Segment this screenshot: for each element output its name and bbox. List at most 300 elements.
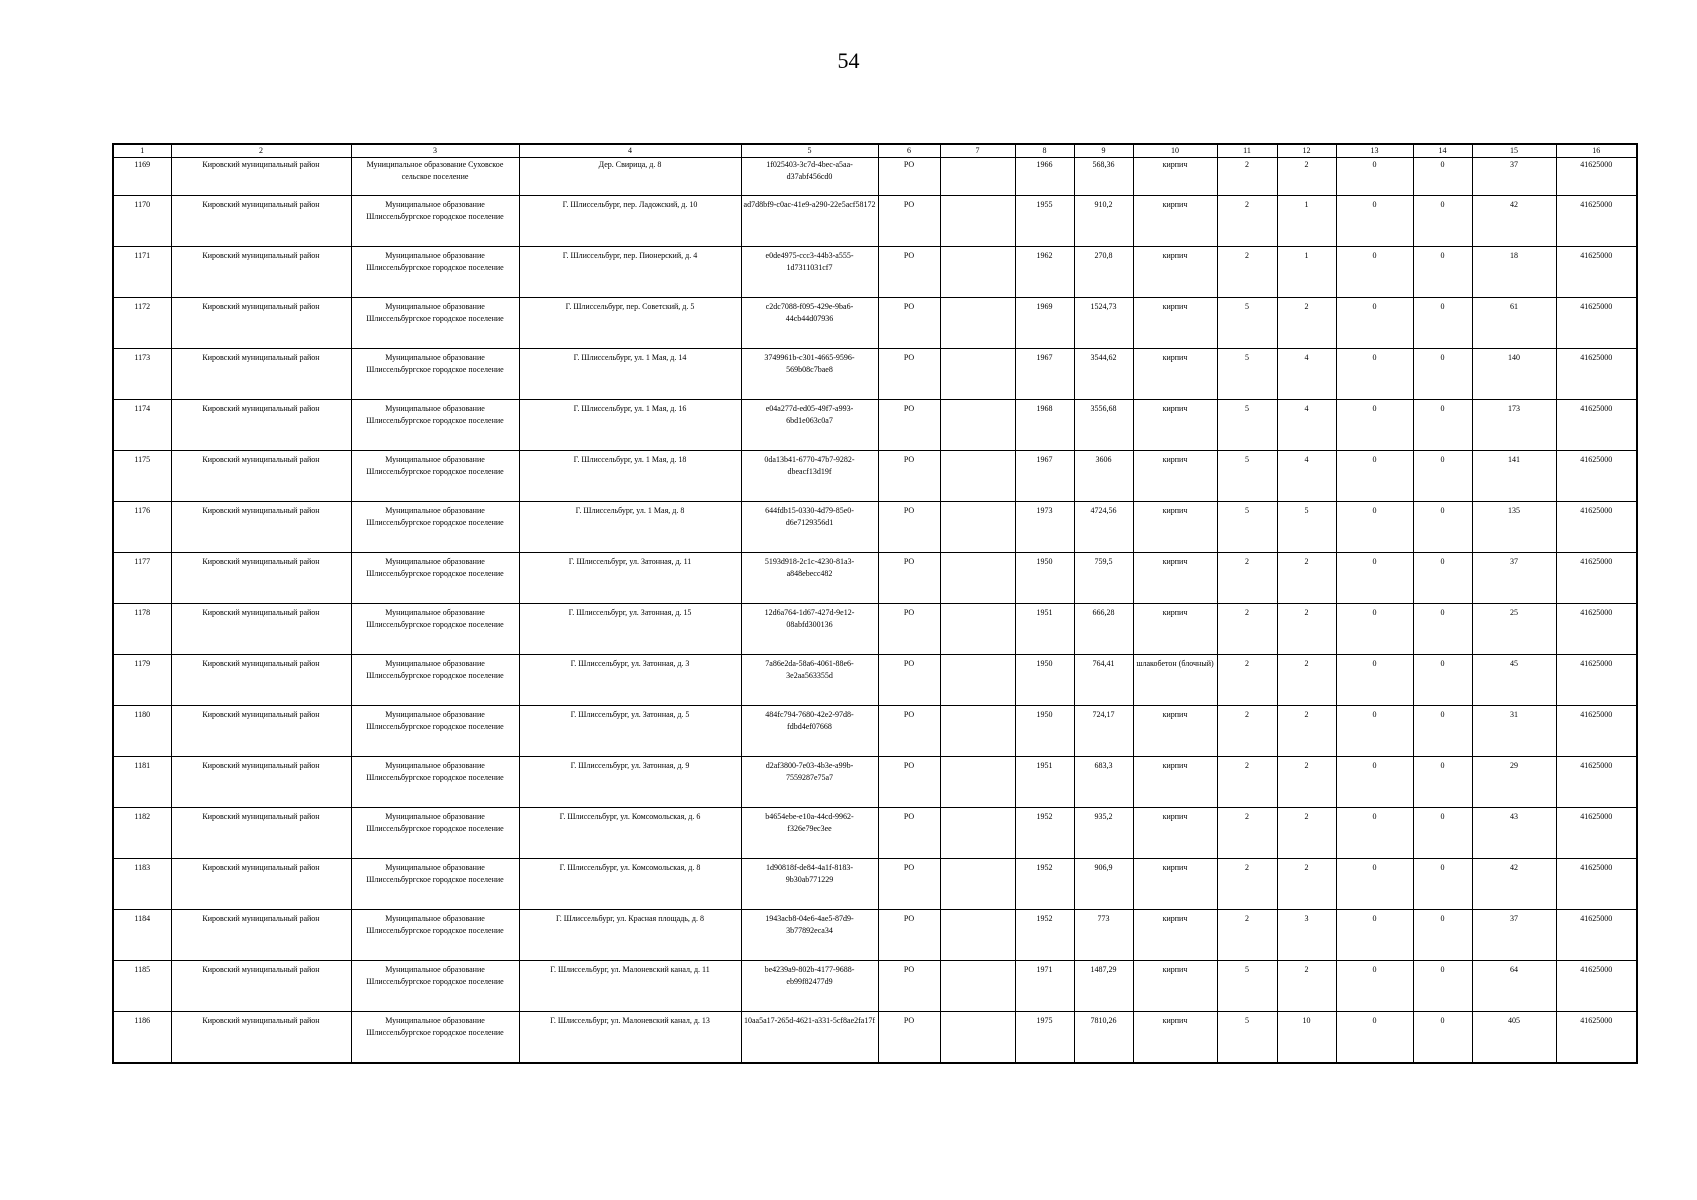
- table-cell: 64: [1472, 961, 1556, 1012]
- table-cell: кирпич: [1133, 196, 1217, 247]
- table-cell: 10: [1277, 1012, 1336, 1063]
- table-cell: 1969: [1015, 298, 1074, 349]
- table-cell: 1179: [113, 655, 171, 706]
- table-row: [113, 451, 1637, 502]
- table-cell: 1952: [1015, 910, 1074, 961]
- table-cell: Г. Шлиссельбург, ул. Затонная, д. 11: [519, 553, 741, 604]
- table-cell: Кировский муниципальный район: [171, 196, 351, 247]
- table-cell: 1966: [1015, 158, 1074, 196]
- table-cell: 41625000: [1556, 706, 1637, 757]
- table-cell: Дер. Свирица, д. 8: [519, 158, 741, 196]
- table-cell: кирпич: [1133, 757, 1217, 808]
- table-cell: Кировский муниципальный район: [171, 502, 351, 553]
- table-cell: [940, 808, 1015, 859]
- table-cell: 135: [1472, 502, 1556, 553]
- table-row: [113, 706, 1637, 757]
- table-cell: Г. Шлиссельбург, пер. Советский, д. 5: [519, 298, 741, 349]
- table-cell: РО: [878, 349, 940, 400]
- table-cell: кирпич: [1133, 961, 1217, 1012]
- table-cell: Кировский муниципальный район: [171, 655, 351, 706]
- table-cell: РО: [878, 1012, 940, 1063]
- table-cell: Муниципальное образование Шлиссельбургское городское поселение: [351, 655, 519, 706]
- table-cell: шлакобетон (блочный): [1133, 655, 1217, 706]
- table-cell: кирпич: [1133, 298, 1217, 349]
- table-cell: 41625000: [1556, 349, 1637, 400]
- table-cell: 1: [1277, 196, 1336, 247]
- table-cell: 1175: [113, 451, 171, 502]
- table-cell: Муниципальное образование Шлиссельбургское городское поселение: [351, 808, 519, 859]
- table-cell: 42: [1472, 196, 1556, 247]
- table-cell: Г. Шлиссельбург, пер. Пионерский, д. 4: [519, 247, 741, 298]
- table-cell: 1169: [113, 158, 171, 196]
- table-cell: 2: [1217, 859, 1277, 910]
- table-cell: 1943acb8-04e6-4ae5-87d9-3b77892eca34: [741, 910, 878, 961]
- table-cell: 2: [1277, 859, 1336, 910]
- column-header: 16: [1556, 144, 1637, 158]
- table-cell: 1971: [1015, 961, 1074, 1012]
- column-header: 14: [1413, 144, 1472, 158]
- table-row: [113, 1012, 1637, 1063]
- table-cell: 1950: [1015, 553, 1074, 604]
- column-header: 15: [1472, 144, 1556, 158]
- table-cell: Кировский муниципальный район: [171, 158, 351, 196]
- table-cell: РО: [878, 158, 940, 196]
- table-cell: Кировский муниципальный район: [171, 859, 351, 910]
- table-cell: 0: [1413, 1012, 1472, 1063]
- table-cell: Кировский муниципальный район: [171, 910, 351, 961]
- table-cell: 41625000: [1556, 247, 1637, 298]
- table-cell: e04a277d-ed05-49f7-a993-6bd1e063c0a7: [741, 400, 878, 451]
- table-cell: Г. Шлиссельбург, ул. Малоневский канал, д. 13: [519, 1012, 741, 1063]
- table-cell: be4239a9-802b-4177-9688-eb99f82477d9: [741, 961, 878, 1012]
- table-cell: Муниципальное образование Шлиссельбургское городское поселение: [351, 961, 519, 1012]
- table-cell: 1177: [113, 553, 171, 604]
- table-cell: 41625000: [1556, 298, 1637, 349]
- table-cell: 0: [1413, 196, 1472, 247]
- table-cell: [940, 655, 1015, 706]
- table-cell: Г. Шлиссельбург, ул. 1 Мая, д. 18: [519, 451, 741, 502]
- table-cell: 1952: [1015, 859, 1074, 910]
- table-cell: кирпич: [1133, 400, 1217, 451]
- table-cell: 4: [1277, 400, 1336, 451]
- table-cell: 1950: [1015, 655, 1074, 706]
- table-cell: 0: [1336, 910, 1413, 961]
- table-cell: [940, 349, 1015, 400]
- table-cell: 1951: [1015, 757, 1074, 808]
- table-cell: [940, 961, 1015, 1012]
- table-cell: 2: [1217, 808, 1277, 859]
- table-cell: 2: [1217, 553, 1277, 604]
- table-cell: Кировский муниципальный район: [171, 247, 351, 298]
- table-cell: 1170: [113, 196, 171, 247]
- housing-registry-table: [112, 143, 1638, 1064]
- table-cell: [940, 859, 1015, 910]
- table-cell: 0: [1336, 604, 1413, 655]
- table-cell: 25: [1472, 604, 1556, 655]
- table-cell: [940, 910, 1015, 961]
- column-header: 4: [519, 144, 741, 158]
- table-cell: РО: [878, 961, 940, 1012]
- table-cell: Г. Шлиссельбург, ул. 1 Мая, д. 8: [519, 502, 741, 553]
- table-cell: 666,28: [1074, 604, 1133, 655]
- table-cell: Муниципальное образование Шлиссельбургское городское поселение: [351, 553, 519, 604]
- table-cell: 910,2: [1074, 196, 1133, 247]
- table-cell: 5: [1217, 1012, 1277, 1063]
- table-cell: Муниципальное образование Шлиссельбургское городское поселение: [351, 451, 519, 502]
- table-row: [113, 158, 1637, 196]
- table-cell: РО: [878, 604, 940, 655]
- table-row: [113, 757, 1637, 808]
- table-cell: 1183: [113, 859, 171, 910]
- table-cell: 61: [1472, 298, 1556, 349]
- table-cell: РО: [878, 502, 940, 553]
- table-cell: 906,9: [1074, 859, 1133, 910]
- table-cell: [940, 158, 1015, 196]
- table-cell: 1184: [113, 910, 171, 961]
- table-cell: кирпич: [1133, 451, 1217, 502]
- table-cell: 31: [1472, 706, 1556, 757]
- table-cell: 764,41: [1074, 655, 1133, 706]
- table-cell: 41625000: [1556, 655, 1637, 706]
- table-cell: 0: [1413, 451, 1472, 502]
- table-cell: РО: [878, 655, 940, 706]
- column-header: 8: [1015, 144, 1074, 158]
- table-cell: 5: [1217, 502, 1277, 553]
- table-cell: 0: [1413, 757, 1472, 808]
- table-cell: 0: [1413, 553, 1472, 604]
- table-cell: 173: [1472, 400, 1556, 451]
- table-cell: 1182: [113, 808, 171, 859]
- table-cell: Г. Шлиссельбург, ул. 1 Мая, д. 16: [519, 400, 741, 451]
- table-cell: Г. Шлиссельбург, ул. Затонная, д. 3: [519, 655, 741, 706]
- table-cell: 2: [1277, 808, 1336, 859]
- table-cell: c2dc7088-f095-429e-9ba6-44cb44d07936: [741, 298, 878, 349]
- table-cell: 41625000: [1556, 604, 1637, 655]
- table-cell: [940, 553, 1015, 604]
- table-cell: РО: [878, 247, 940, 298]
- table-cell: кирпич: [1133, 706, 1217, 757]
- table-cell: 2: [1217, 604, 1277, 655]
- table-cell: [940, 502, 1015, 553]
- table-cell: 759,5: [1074, 553, 1133, 604]
- table-row: [113, 502, 1637, 553]
- table-cell: 0: [1336, 349, 1413, 400]
- table-cell: РО: [878, 298, 940, 349]
- table-cell: [940, 247, 1015, 298]
- table-cell: 2: [1217, 196, 1277, 247]
- table-cell: [940, 604, 1015, 655]
- table-cell: 2: [1277, 158, 1336, 196]
- table-cell: 0da13b41-6770-47b7-9282-dbeacf13d19f: [741, 451, 878, 502]
- table-cell: РО: [878, 910, 940, 961]
- table-cell: 0: [1336, 451, 1413, 502]
- table-cell: [940, 706, 1015, 757]
- table-cell: 1524,73: [1074, 298, 1133, 349]
- column-header: 11: [1217, 144, 1277, 158]
- table-row: [113, 655, 1637, 706]
- table-cell: 2: [1217, 910, 1277, 961]
- table-cell: 0: [1336, 1012, 1413, 1063]
- table-cell: 2: [1217, 706, 1277, 757]
- table-cell: кирпич: [1133, 247, 1217, 298]
- table-cell: 0: [1413, 158, 1472, 196]
- table-cell: 2: [1277, 961, 1336, 1012]
- table-cell: 0: [1336, 247, 1413, 298]
- table-cell: 0: [1413, 604, 1472, 655]
- table-cell: кирпич: [1133, 604, 1217, 655]
- table-row: [113, 298, 1637, 349]
- table-cell: Кировский муниципальный район: [171, 1012, 351, 1063]
- table-cell: 1962: [1015, 247, 1074, 298]
- table-cell: 0: [1336, 961, 1413, 1012]
- table-cell: 935,2: [1074, 808, 1133, 859]
- table-cell: 2: [1277, 604, 1336, 655]
- table-cell: 41625000: [1556, 553, 1637, 604]
- table-cell: РО: [878, 757, 940, 808]
- table-row: [113, 349, 1637, 400]
- table-cell: РО: [878, 400, 940, 451]
- table-cell: Кировский муниципальный район: [171, 451, 351, 502]
- table-cell: 0: [1413, 349, 1472, 400]
- table-cell: 1975: [1015, 1012, 1074, 1063]
- table-cell: РО: [878, 553, 940, 604]
- table-cell: 7a86e2da-58a6-4061-88e6-3e2aa563355d: [741, 655, 878, 706]
- table-cell: 3749961b-c301-4665-9596-569b08c7bae8: [741, 349, 878, 400]
- table-cell: 42: [1472, 859, 1556, 910]
- table-cell: 683,3: [1074, 757, 1133, 808]
- table-cell: 0: [1413, 706, 1472, 757]
- table-cell: 0: [1336, 808, 1413, 859]
- table-cell: Г. Шлиссельбург, ул. Малоневский канал, д. 11: [519, 961, 741, 1012]
- table-cell: 3606: [1074, 451, 1133, 502]
- table-row: [113, 400, 1637, 451]
- table-cell: 41625000: [1556, 1012, 1637, 1063]
- table-cell: кирпич: [1133, 808, 1217, 859]
- table-cell: РО: [878, 808, 940, 859]
- table-cell: 7810,26: [1074, 1012, 1133, 1063]
- table-cell: 41625000: [1556, 451, 1637, 502]
- table-cell: 2: [1277, 553, 1336, 604]
- table-cell: 37: [1472, 910, 1556, 961]
- table-cell: Муниципальное образование Шлиссельбургское городское поселение: [351, 196, 519, 247]
- table-cell: Кировский муниципальный район: [171, 808, 351, 859]
- table-cell: 41625000: [1556, 158, 1637, 196]
- table-cell: кирпич: [1133, 1012, 1217, 1063]
- table-cell: 2: [1217, 655, 1277, 706]
- table-cell: РО: [878, 859, 940, 910]
- table-cell: 5: [1217, 961, 1277, 1012]
- table-cell: [940, 1012, 1015, 1063]
- table-cell: кирпич: [1133, 859, 1217, 910]
- table-cell: 0: [1413, 502, 1472, 553]
- table-cell: 140: [1472, 349, 1556, 400]
- table-cell: 1178: [113, 604, 171, 655]
- table-cell: 0: [1336, 655, 1413, 706]
- table-cell: кирпич: [1133, 349, 1217, 400]
- header-row: [113, 144, 1637, 158]
- table-cell: 4: [1277, 349, 1336, 400]
- table-cell: 41625000: [1556, 808, 1637, 859]
- table-cell: [940, 400, 1015, 451]
- table-row: [113, 859, 1637, 910]
- table-cell: 41625000: [1556, 859, 1637, 910]
- table-cell: b4654ebe-e10a-44cd-9962-f326e79ec3ee: [741, 808, 878, 859]
- table-cell: 1180: [113, 706, 171, 757]
- table-cell: [940, 757, 1015, 808]
- table-cell: РО: [878, 706, 940, 757]
- table-cell: 0: [1336, 859, 1413, 910]
- table-cell: 3: [1277, 910, 1336, 961]
- table-cell: 0: [1336, 553, 1413, 604]
- table-cell: РО: [878, 451, 940, 502]
- table-cell: [940, 451, 1015, 502]
- table-cell: кирпич: [1133, 502, 1217, 553]
- table-cell: 1174: [113, 400, 171, 451]
- table-cell: [940, 298, 1015, 349]
- table-cell: Муниципальное образование Суховское сельское поселение: [351, 158, 519, 196]
- table-cell: 5193d918-2c1c-4230-81a3-a848ebecc482: [741, 553, 878, 604]
- table-cell: 45: [1472, 655, 1556, 706]
- table-cell: 1952: [1015, 808, 1074, 859]
- table-row: [113, 604, 1637, 655]
- table-cell: 0: [1336, 298, 1413, 349]
- table-cell: 2: [1277, 757, 1336, 808]
- table-cell: ad7d8bf9-c0ac-41e9-a290-22e5acf58172: [741, 196, 878, 247]
- table-cell: 1186: [113, 1012, 171, 1063]
- table-cell: 0: [1336, 158, 1413, 196]
- table-cell: Муниципальное образование Шлиссельбургское городское поселение: [351, 910, 519, 961]
- table-cell: Кировский муниципальный район: [171, 400, 351, 451]
- table-cell: 0: [1413, 655, 1472, 706]
- table-cell: Г. Шлиссельбург, ул. 1 Мая, д. 14: [519, 349, 741, 400]
- column-header: 5: [741, 144, 878, 158]
- table-cell: 1f025403-3c7d-4bec-a5aa-d37abf456cd0: [741, 158, 878, 196]
- table-row: [113, 808, 1637, 859]
- table-cell: 12d6a764-1d67-427d-9e12-08abfd300136: [741, 604, 878, 655]
- table-row: [113, 196, 1637, 247]
- table-cell: 141: [1472, 451, 1556, 502]
- table-cell: 5: [1217, 451, 1277, 502]
- table-cell: 5: [1217, 349, 1277, 400]
- table-body: [113, 158, 1637, 1063]
- table-cell: Кировский муниципальный район: [171, 757, 351, 808]
- table-cell: Кировский муниципальный район: [171, 298, 351, 349]
- table-cell: 0: [1336, 757, 1413, 808]
- column-header: 2: [171, 144, 351, 158]
- table-cell: 4: [1277, 451, 1336, 502]
- column-header: 3: [351, 144, 519, 158]
- table-cell: 724,17: [1074, 706, 1133, 757]
- table-cell: 10aa5a17-265d-4621-a331-5cf8ae2fa17f: [741, 1012, 878, 1063]
- table-cell: e0de4975-ccc3-44b3-a555-1d7311031cf7: [741, 247, 878, 298]
- column-header: 7: [940, 144, 1015, 158]
- table-cell: d2af3800-7e03-4b3e-a99b-7559287e75a7: [741, 757, 878, 808]
- table-cell: 1967: [1015, 451, 1074, 502]
- column-header: 9: [1074, 144, 1133, 158]
- table-cell: 18: [1472, 247, 1556, 298]
- table-cell: 37: [1472, 158, 1556, 196]
- table-cell: 0: [1413, 400, 1472, 451]
- table-cell: 0: [1413, 961, 1472, 1012]
- table-cell: Муниципальное образование Шлиссельбургское городское поселение: [351, 400, 519, 451]
- table-cell: 1181: [113, 757, 171, 808]
- table-cell: кирпич: [1133, 553, 1217, 604]
- column-header: 10: [1133, 144, 1217, 158]
- table-cell: 773: [1074, 910, 1133, 961]
- table-cell: [940, 196, 1015, 247]
- table-cell: 0: [1413, 247, 1472, 298]
- table-cell: 1968: [1015, 400, 1074, 451]
- table-cell: 1951: [1015, 604, 1074, 655]
- table-cell: 3544,62: [1074, 349, 1133, 400]
- table-cell: 41625000: [1556, 757, 1637, 808]
- table-cell: 1176: [113, 502, 171, 553]
- table-cell: 0: [1413, 298, 1472, 349]
- table-cell: 0: [1336, 502, 1413, 553]
- table-cell: кирпич: [1133, 158, 1217, 196]
- table-cell: Муниципальное образование Шлиссельбургское городское поселение: [351, 604, 519, 655]
- table-cell: 5: [1217, 298, 1277, 349]
- table-cell: 405: [1472, 1012, 1556, 1063]
- table-cell: Кировский муниципальный район: [171, 604, 351, 655]
- table-cell: Муниципальное образование Шлиссельбургское городское поселение: [351, 502, 519, 553]
- table-cell: 43: [1472, 808, 1556, 859]
- table-cell: 1172: [113, 298, 171, 349]
- table-cell: 0: [1413, 808, 1472, 859]
- table-cell: 1185: [113, 961, 171, 1012]
- table-cell: Г. Шлиссельбург, ул. Комсомольская, д. 6: [519, 808, 741, 859]
- column-header: 13: [1336, 144, 1413, 158]
- table-row: [113, 961, 1637, 1012]
- table-cell: 0: [1336, 706, 1413, 757]
- table-cell: 41625000: [1556, 502, 1637, 553]
- table-cell: 1973: [1015, 502, 1074, 553]
- table-cell: Муниципальное образование Шлиссельбургское городское поселение: [351, 757, 519, 808]
- table-cell: Муниципальное образование Шлиссельбургское городское поселение: [351, 349, 519, 400]
- table-cell: Кировский муниципальный район: [171, 349, 351, 400]
- table-cell: Г. Шлиссельбург, ул. Комсомольская, д. 8: [519, 859, 741, 910]
- table-cell: 2: [1277, 655, 1336, 706]
- table-cell: 2: [1277, 706, 1336, 757]
- table-cell: Муниципальное образование Шлиссельбургское городское поселение: [351, 1012, 519, 1063]
- table-cell: 0: [1336, 400, 1413, 451]
- table-cell: Г. Шлиссельбург, ул. Затонная, д. 9: [519, 757, 741, 808]
- page-number: 54: [837, 48, 860, 73]
- table-cell: Кировский муниципальный район: [171, 553, 351, 604]
- table-cell: Кировский муниципальный район: [171, 706, 351, 757]
- column-header: 6: [878, 144, 940, 158]
- table-cell: 0: [1413, 910, 1472, 961]
- table-cell: 1955: [1015, 196, 1074, 247]
- table-cell: Муниципальное образование Шлиссельбургское городское поселение: [351, 247, 519, 298]
- table-cell: 2: [1217, 247, 1277, 298]
- table-cell: Кировский муниципальный район: [171, 961, 351, 1012]
- table-cell: Муниципальное образование Шлиссельбургское городское поселение: [351, 298, 519, 349]
- table-cell: 484fc794-7680-42e2-97d8-fdbd4ef07668: [741, 706, 878, 757]
- table-cell: Г. Шлиссельбург, ул. Красная площадь, д. 8: [519, 910, 741, 961]
- table-cell: 2: [1217, 158, 1277, 196]
- table-cell: 41625000: [1556, 910, 1637, 961]
- table-cell: 4724,56: [1074, 502, 1133, 553]
- table-cell: 41625000: [1556, 196, 1637, 247]
- table-cell: Г. Шлиссельбург, пер. Ладожский, д. 10: [519, 196, 741, 247]
- table-cell: 2: [1277, 298, 1336, 349]
- table-cell: 1173: [113, 349, 171, 400]
- table-cell: 5: [1277, 502, 1336, 553]
- table-cell: 1: [1277, 247, 1336, 298]
- table-row: [113, 910, 1637, 961]
- table-row: [113, 553, 1637, 604]
